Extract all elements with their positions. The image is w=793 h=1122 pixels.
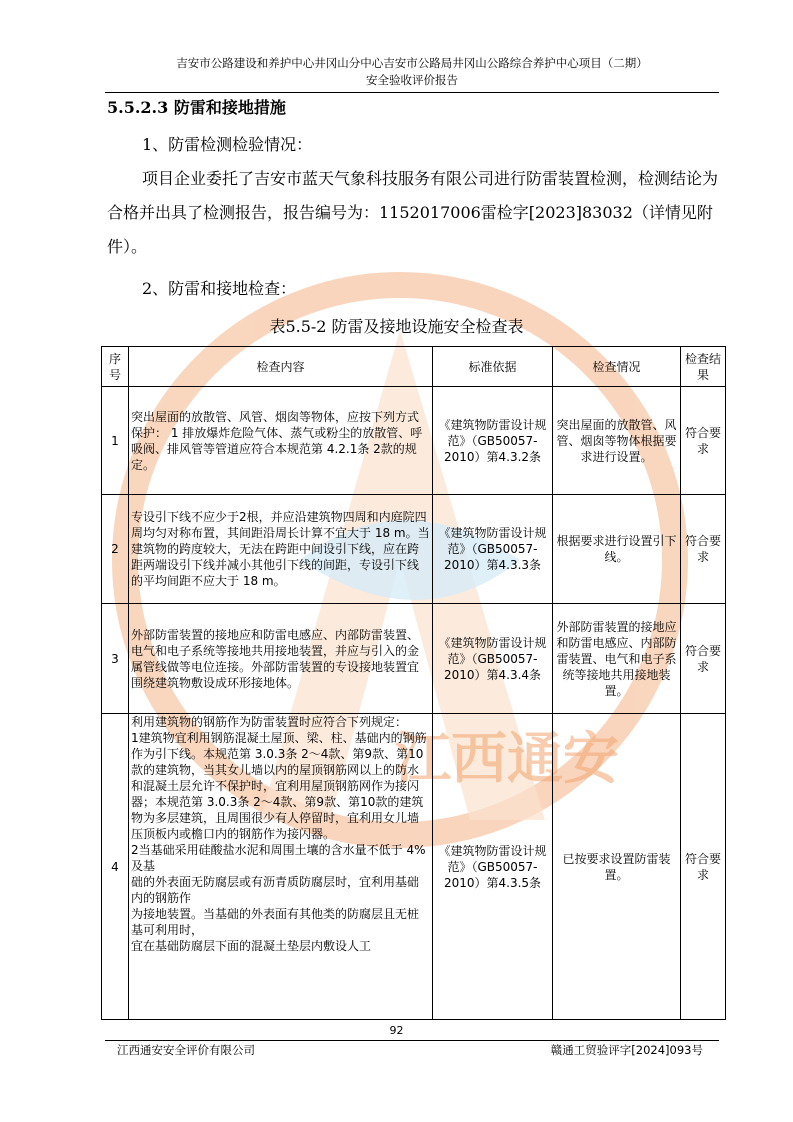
row-no: 3	[102, 604, 129, 714]
paragraph-lightning-inspection: 1、防雷检测检验情况：	[142, 135, 313, 154]
running-header	[105, 55, 719, 89]
table-row	[102, 495, 726, 604]
row-content: 外部防雷装置的接地应和防雷电感应、内部防雷装置、电气和电子系统等接地共用接地装置，并应与引入的金属管线做等电位连接。外部防雷装置的专设接地装置宜围绕建筑物敷设成环形接地体。	[129, 604, 433, 714]
row-result: 符合要求	[681, 387, 726, 495]
header-result: 检查结果	[681, 347, 726, 387]
footer-rule	[105, 1040, 719, 1041]
watermark-text: 江西通安	[395, 727, 619, 792]
header-line-2: 安全验收评价报告	[366, 73, 458, 87]
table-header-row	[102, 347, 726, 387]
table-caption: 表5.5-2 防雷及接地设施安全检查表	[269, 317, 524, 336]
row-content: 专设引下线不应少于2根，并应沿建筑物四周和内庭院四周均匀对称布置，其间距沿周长计算不宜大于 18 m。当建筑物的跨度较大，无法在跨距中间设引下线，应在跨距两端设引下线并减小其他引下线的间距，专设引下线的平均间距不应大于 18 m。	[129, 495, 433, 604]
header-situation: 检查情况	[553, 347, 681, 387]
header-basis: 标准依据	[433, 347, 553, 387]
row-situation: 外部防雷装置的接地应和防雷电感应、内部防雷装置、电气和电子系统等接地共用接地装置。	[553, 604, 681, 714]
row-content: 突出屋面的放散管、风管、烟囱等物体，应按下列方式保护： 1 排放爆炸危险气体、蒸气或粉尘的放散管、呼吸阀、排风管等管道应符合本规范第 4.2.1条 2款的规定。	[129, 387, 433, 495]
page-number: 92	[389, 1024, 404, 1037]
table-row	[102, 714, 726, 1020]
row-basis: 《建筑物防雷设计规范》（GB50057-2010）第4.3.4条	[433, 604, 553, 714]
row-situation: 根据要求进行设置引下线。	[553, 495, 681, 604]
footer-report-id: 赣通工贸验评字[2024]093号	[550, 1043, 703, 1057]
row-result: 符合要求	[681, 604, 726, 714]
table-row	[102, 604, 726, 714]
row-result: 符合要求	[681, 495, 726, 604]
header-no: 序号	[102, 347, 129, 387]
row-basis: 《建筑物防雷设计规范》（GB50057-2010）第4.3.3条	[433, 495, 553, 604]
header-content: 检查内容	[129, 347, 433, 387]
paragraph-inspection-detail: 项目企业委托了吉安市蓝天气象科技服务有限公司进行防雷装置检测，检测结论为合格并出具了检测报告，报告编号为：1152017006雷检字[2023]83032（详情见附件）。	[107, 169, 719, 256]
row-basis: 《建筑物防雷设计规范》（GB50057-2010）第4.3.5条	[433, 714, 553, 1020]
row-situation: 已按要求设置防雷装置。	[553, 714, 681, 1020]
header-rule	[105, 92, 719, 93]
row-content: 利用建筑物的钢筋作为防雷装置时应符合下列规定： 1建筑物宜利用钢筋混凝土屋顶、梁、柱、基础内的钢筋作为引下线。本规范第 3.0.3条 2～4款、第9款、第10款的建筑物，当其女儿墙以内的屋顶钢筋网以上的防水和混凝土层允许不保护时，宜利用屋顶钢筋网作为接闪器；本规范第 3.0.3条 2～4款、第9款、第10款的建筑物为多层建筑，且周围很少有人停留时，宜利用女儿墙压顶板内或檐口内的钢筋作为接闪器。 2当基础采用硅酸盐水泥和周围土壤的含水量不低于 4%及基 础的外表面无防腐层或有沥青质防腐层时，宜利用基础内的钢筋作 为接地装置。当基础的外表面有其他类的防腐层且无桩基可利用时， 宜在基础防腐层下面的混凝土垫层内敷设人工	[129, 714, 433, 1020]
footer-company: 江西通安安全评价有限公司	[117, 1043, 255, 1057]
lightning-check-table	[101, 346, 726, 1020]
row-result: 符合要求	[681, 714, 726, 1020]
row-no: 2	[102, 495, 129, 604]
row-basis: 《建筑物防雷设计规范》（GB50057-2010）第4.3.2条	[433, 387, 553, 495]
row-situation: 突出屋面的放散管、风管、烟囱等物体根据要求进行设置。	[553, 387, 681, 495]
table-row	[102, 387, 726, 495]
section-title: 5.5.2.3 防雷和接地措施	[107, 98, 286, 117]
paragraph-grounding-check: 2、防雷和接地检查：	[142, 279, 297, 298]
header-line-1: 吉安市公路建设和养护中心井冈山分中心吉安市公路局井冈山公路综合养护中心项目（二期）	[176, 56, 648, 70]
row-no: 1	[102, 387, 129, 495]
row-no: 4	[102, 714, 129, 1020]
